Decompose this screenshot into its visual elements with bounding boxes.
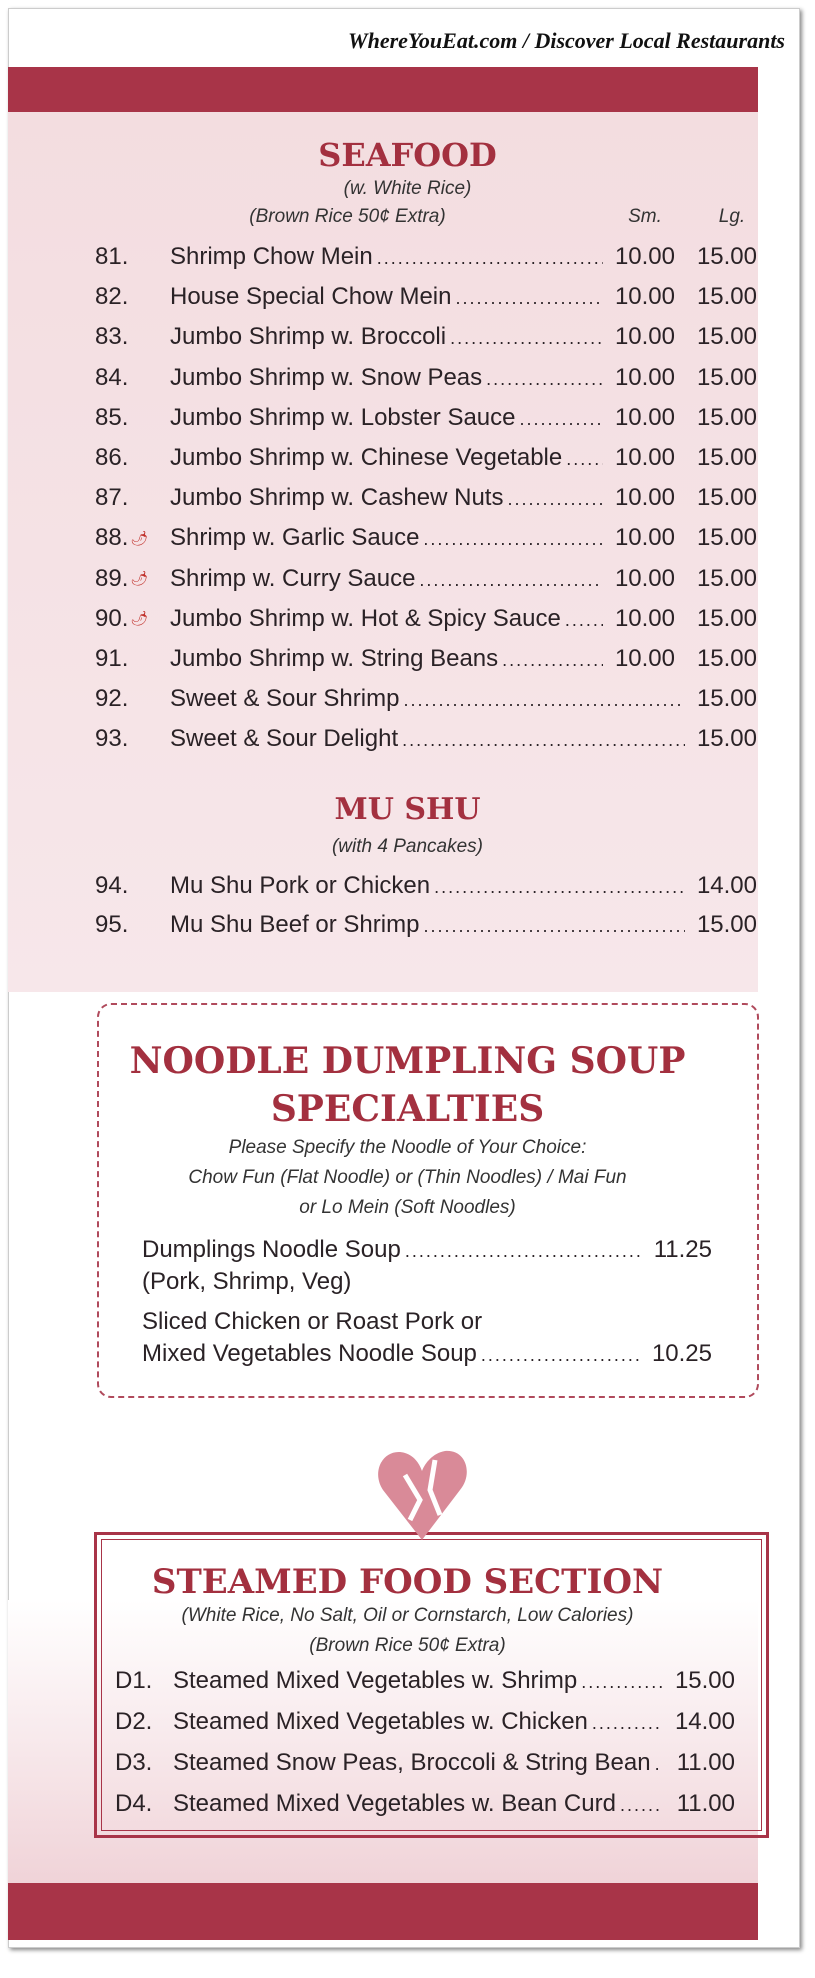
- seafood-item: 85. Jumbo Shrimp w. Lobster Sauce ..... 10.00 15.00: [95, 404, 757, 440]
- noodle-item: Mixed Vegetables Noodle Soup ..... 10.25: [142, 1340, 712, 1376]
- seafood-item: 91. Jumbo Shrimp w. String Beans ..... 10.00 15.00: [95, 645, 757, 681]
- steamed-item: D1. Steamed Mixed Vegetables w. Shrimp ..... 15.00: [115, 1667, 735, 1703]
- hot-spicy-icon: 🌶: [130, 570, 149, 587]
- mushu-item: 95. Mu Shu Beef or Shrimp ..... 15.00: [95, 911, 757, 947]
- price-large: 15.00: [696, 283, 757, 311]
- steamed-item: D4. Steamed Mixed Vegetables w. Bean Curd ..... 11.00: [115, 1790, 735, 1826]
- seafood-sub1: (w. White Rice): [343, 178, 472, 199]
- seafood-item: 89. 🌶 Shrimp w. Curry Sauce ..... 10.00 15.00: [95, 565, 757, 601]
- price-small: 10.00: [614, 645, 675, 672]
- price-large: 15.00: [696, 645, 757, 672]
- price-large: 15.00: [696, 685, 757, 713]
- steamed-sub2: (Brown Rice 50¢ Extra): [309, 1635, 506, 1656]
- hot-spicy-icon: 🌶: [130, 529, 149, 546]
- price-small: 10.00: [614, 243, 675, 270]
- price-small: 10.00: [614, 444, 675, 471]
- seafood-title: SEAFOOD: [318, 136, 497, 174]
- seafood-item: 93. Sweet & Sour Delight ..... 15.00: [95, 725, 757, 761]
- mushu-item: 94. Mu Shu Pork or Chicken ..... 14.00: [95, 872, 757, 908]
- noodle-item-detail: (Pork, Shrimp, Veg): [142, 1268, 352, 1295]
- seafood-item: 86. Jumbo Shrimp w. Chinese Vegetable ..... 10.00 15.00: [95, 444, 757, 480]
- price-large: 15.00: [696, 363, 757, 391]
- col-lg: Lg.: [718, 206, 746, 227]
- noodle-note-2: Chow Fun (Flat Noodle) or (Thin Noodles) / Mai Fun: [188, 1167, 627, 1188]
- price-large: 15.00: [696, 444, 757, 471]
- noodle-item: Dumplings Noodle Soup ..... 11.25: [142, 1236, 712, 1272]
- seafood-item: 92. Sweet & Sour Shrimp ..... 15.00: [95, 685, 757, 721]
- price-large: 15.00: [696, 403, 757, 431]
- bottom-band: [8, 1883, 758, 1940]
- steamed-item: D3. Steamed Snow Peas, Broccoli & String Bean ..... 11.00: [115, 1749, 735, 1785]
- price-large: 15.00: [696, 323, 757, 351]
- col-sm: Sm.: [628, 206, 662, 227]
- steamed-sub1: (White Rice, No Salt, Oil or Cornstarch, Low Calories): [181, 1605, 634, 1626]
- seafood-item: 82. House Special Chow Mein ..... 10.00 15.00: [95, 283, 757, 319]
- price-small: 10.00: [614, 363, 675, 391]
- seafood-item: 88. 🌶 Shrimp w. Garlic Sauce ..... 10.00 15.00: [95, 524, 757, 560]
- seafood-item: 81. Shrimp Chow Mein ..... 10.00 15.00: [95, 243, 757, 279]
- price-small: 10.00: [614, 323, 675, 351]
- price-small: 10.00: [614, 403, 675, 431]
- price-small: 10.00: [614, 604, 675, 632]
- noodle-note-3: or Lo Mein (Soft Noodles): [299, 1197, 516, 1218]
- seafood-item: 84. Jumbo Shrimp w. Snow Peas ..... 10.00 15.00: [95, 364, 757, 400]
- seafood-item: 90. 🌶 Jumbo Shrimp w. Hot & Spicy Sauce ..... 10.00 15.00: [95, 605, 757, 641]
- price-large: 15.00: [696, 725, 757, 753]
- noodle-title-2: SPECIALTIES: [270, 1088, 545, 1130]
- price-small: 10.00: [614, 524, 675, 552]
- site-banner: WhereYouEat.com / Discover Local Restaurants: [348, 28, 785, 53]
- seafood-sub2: (Brown Rice 50¢ Extra): [249, 206, 446, 227]
- seafood-item: 83. Jumbo Shrimp w. Broccoli ..... 10.00 15.00: [95, 323, 757, 359]
- steamed-title: STEAMED FOOD SECTION: [151, 1562, 664, 1602]
- noodle-note-1: Please Specify the Noodle of Your Choice:: [228, 1137, 587, 1158]
- price-large: 15.00: [696, 604, 757, 632]
- noodle-title-1: NOODLE DUMPLING SOUP: [129, 1040, 686, 1082]
- noodle-item-line1: Sliced Chicken or Roast Pork or: [142, 1308, 483, 1335]
- mushu-title: MU SHU: [334, 792, 481, 827]
- steamed-item: D2. Steamed Mixed Vegetables w. Chicken ..... 14.00: [115, 1708, 735, 1744]
- top-band: [8, 67, 758, 113]
- price-small: 10.00: [614, 484, 675, 512]
- hot-spicy-icon: 🌶: [130, 610, 149, 627]
- price-large: 15.00: [696, 564, 757, 592]
- price-large: 15.00: [696, 484, 757, 512]
- mushu-sub: (with 4 Pancakes): [331, 836, 483, 857]
- price-large: 15.00: [696, 243, 757, 270]
- price-small: 10.00: [614, 283, 675, 311]
- price-small: 10.00: [614, 564, 675, 592]
- heart-dancers-icon: [375, 1445, 470, 1545]
- seafood-item: 87. Jumbo Shrimp w. Cashew Nuts ..... 10.00 15.00: [95, 484, 757, 520]
- price-large: 15.00: [696, 524, 757, 552]
